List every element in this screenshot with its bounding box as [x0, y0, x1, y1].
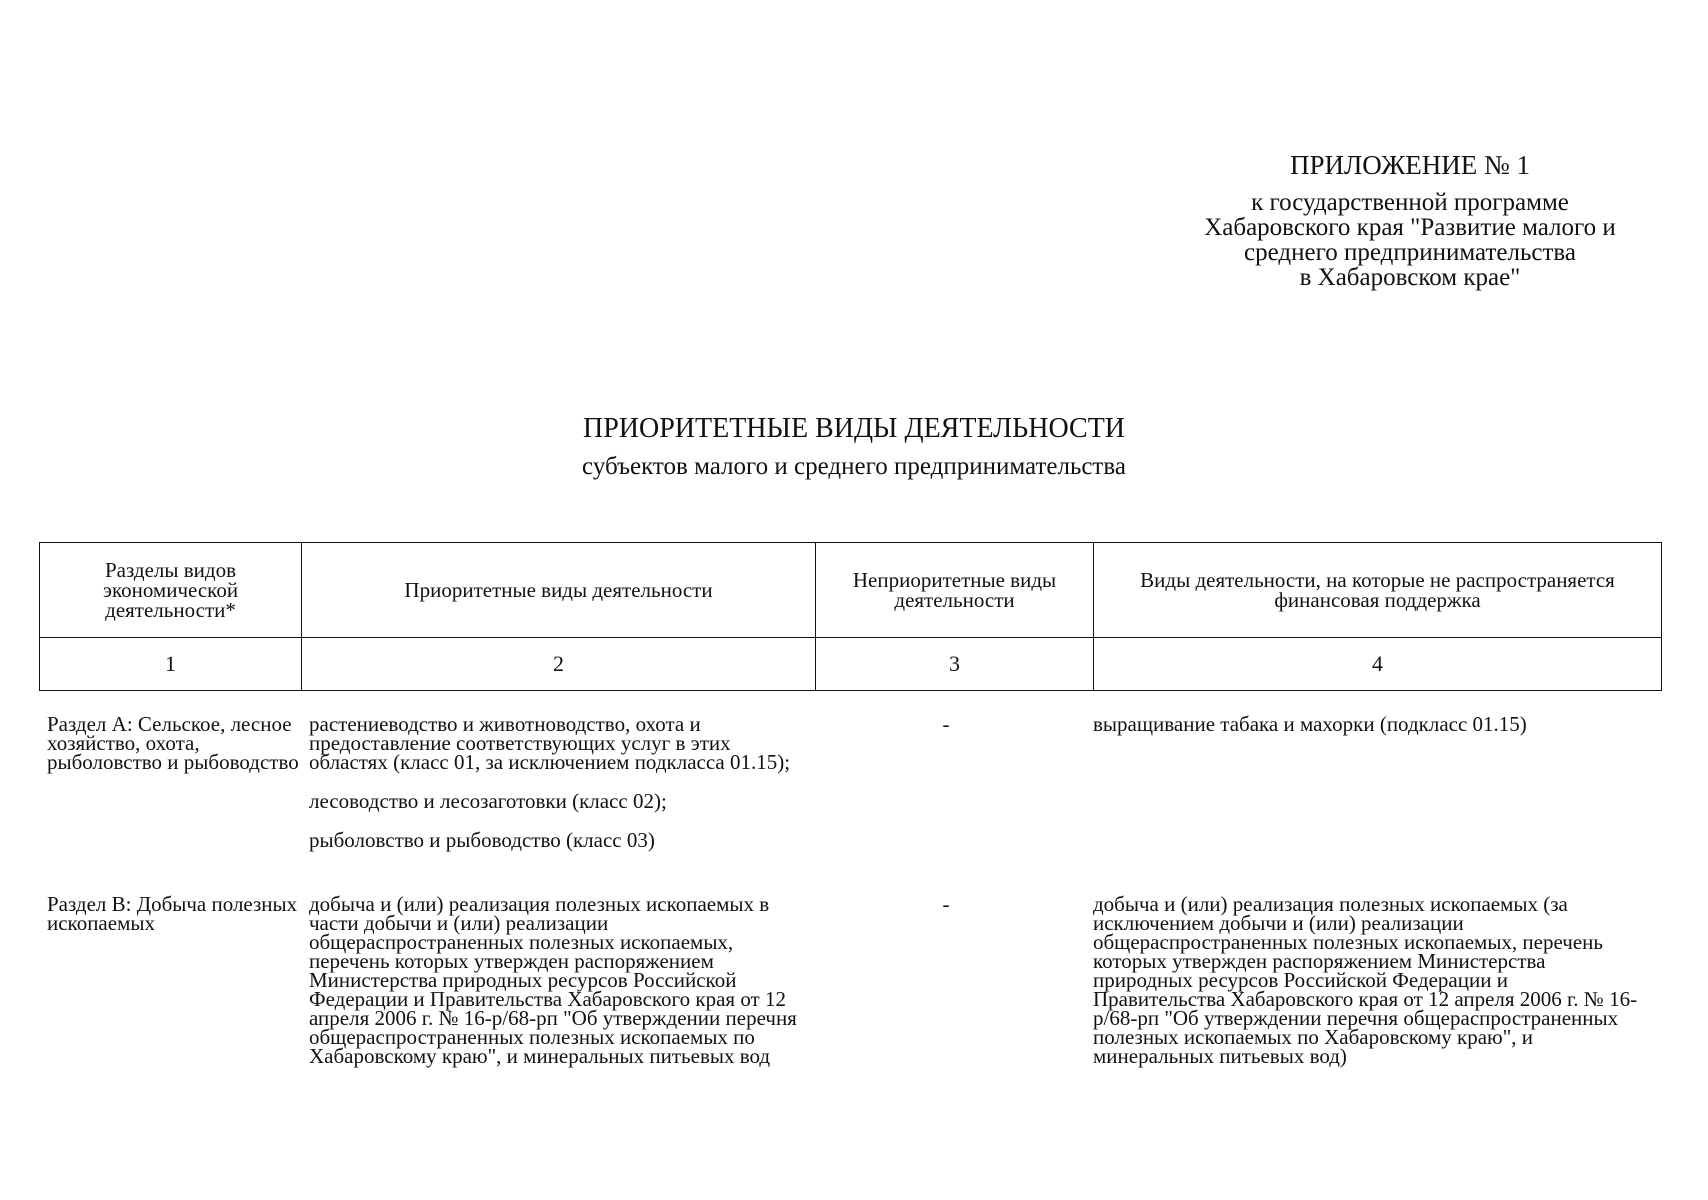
column-number: 4 [1094, 638, 1662, 691]
document-heading [0, 412, 1708, 482]
appendix-block [1180, 150, 1640, 290]
table-row [39, 892, 1661, 1068]
column-header-non-priority: Неприоритетные виды деятельности [816, 543, 1094, 638]
section-cell: Раздел В: Добыча полезных ископаемых [47, 892, 298, 935]
document-title: ПРИОРИТЕТНЫЕ ВИДЫ ДЕЯТЕЛЬНОСТИ [582, 413, 1126, 444]
appendix-title: ПРИЛОЖЕНИЕ № 1 [1289, 150, 1531, 180]
column-number-row [40, 638, 1662, 691]
table-row [39, 712, 1661, 895]
priority-item: растениеводство и животноводство, охота и предоставление соответствующих услуг в этих областях (класс 01, за исключением подкласса 01.15); [309, 712, 791, 774]
no-support-cell: добыча и (или) реализация полезных ископаемых (за исключением добычи и (или) реализации общераспространенных полезных ископаемых, перечень которых утвержден распоряжением Министерства природных ресурсов Российской Федерации и Правительства Хабаровского края от 12 апреля 2006 г. № 16-р/68-рп "Об утверждении перечня общераспространенных полезных ископаемых по Хабаровскому краю", и минеральных питьевых вод) [1093, 892, 1638, 1068]
column-header-no-support: Виды деятельности, на которые не распространяется финансовая поддержка [1094, 543, 1662, 638]
table-header-row [40, 543, 1662, 638]
appendix-line: среднего предпринимательства [1244, 239, 1576, 266]
priority-cell [301, 892, 807, 1068]
no-support-cell: выращивание табака и махорки (подкласс 01.15) [1093, 712, 1527, 736]
table-body [39, 712, 1661, 1068]
non-priority-cell: - [942, 892, 950, 916]
priority-item: рыболовство и рыбоводство (класс 03) [309, 828, 655, 852]
priority-cell [301, 712, 807, 895]
priority-item: лесоводство и лесозаготовки (класс 02); [309, 789, 667, 813]
column-number: 3 [816, 638, 1094, 691]
document-subtitle: субъектов малого и среднего предпринимательства [582, 453, 1126, 480]
priority-item: добыча и (или) реализация полезных ископаемых в части добычи и (или) реализации общераспространенных полезных ископаемых, перечень которых утвержден распоряжением Министерства природных ресурсов Российской Федерации и Правительства Хабаровского края от 12 апреля 2006 г. № 16-р/68-рп "Об утверждении перечня общераспространенных полезных ископаемых по Хабаровскому краю", и минеральных питьевых вод [309, 892, 797, 1068]
column-header-sections: Разделы видов экономической деятельности* [40, 543, 302, 638]
column-header-priority: Приоритетные виды деятельности [302, 543, 816, 638]
column-number: 1 [40, 638, 302, 691]
non-priority-cell: - [942, 712, 950, 736]
appendix-line: в Хабаровском крае" [1299, 264, 1521, 291]
section-cell: Раздел А: Сельское, лесное хозяйство, охота, рыболовство и рыбоводство [47, 712, 299, 774]
appendix-line: к государственной программе [1251, 189, 1569, 216]
table-header [39, 542, 1662, 691]
column-number: 2 [302, 638, 816, 691]
appendix-line: Хабаровского края "Развитие малого и [1204, 214, 1616, 241]
